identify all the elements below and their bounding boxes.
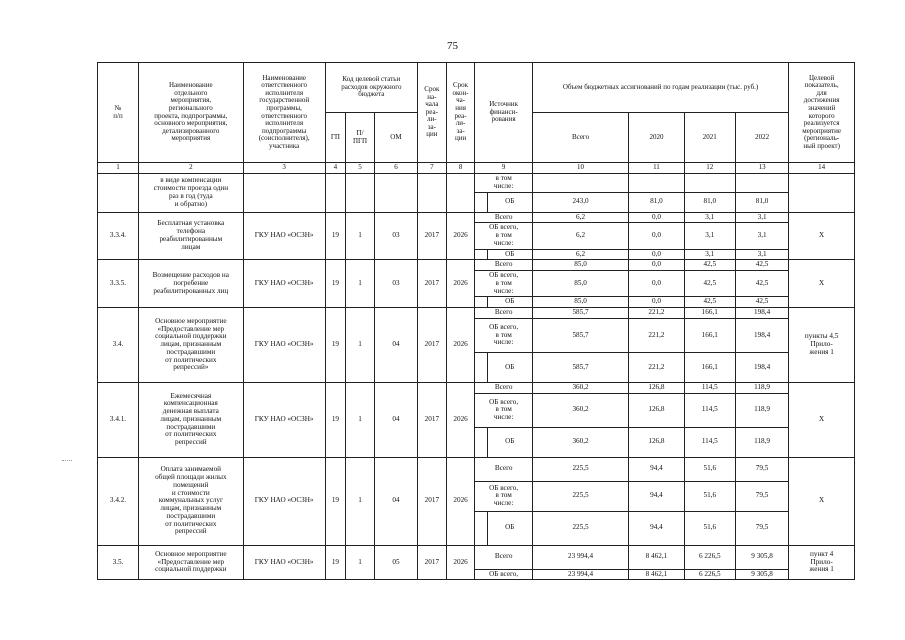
cell-target [789,174,855,213]
cell-executor: ГКУ НАО «ОСЗН» [243,308,325,383]
value-y2020: 221,2 [629,308,684,319]
cell-target: Х [789,212,855,260]
cell-source: Всего [475,308,532,319]
column-number-13: 13 [735,163,788,174]
value-total: 585,7 [532,318,628,352]
table-row [98,382,855,393]
column-number-14: 14 [789,163,855,174]
value-y2021: 3,1 [684,212,735,223]
cell-pp: 1 [346,260,375,308]
cell-end: 2026 [446,545,475,580]
value-y2022: 3,1 [735,223,788,249]
cell-source: ОБ [487,192,532,212]
cell-executor: ГКУ НАО «ОСЗН» [243,212,325,260]
header-name: Наименование отдельного мероприятия, регионального проекта, подпрограммы, основного мероприятия, детализированного мероприятия [139,63,244,163]
value-y2021: 114,5 [684,427,735,457]
value-y2021: 6 226,5 [684,545,735,569]
header-target: Целевой показатель, для достижения значений которого реализуется мероприятие (региональ- ный проект) [789,63,855,163]
value-y2020: 94,4 [629,457,684,481]
table-row [98,545,855,569]
header-2021: 2021 [684,113,735,163]
cell-num: 3.3.4. [98,212,139,260]
cell-gp: 19 [325,545,346,580]
cell-num: 3.4. [98,308,139,383]
value-y2020: 81,0 [629,192,684,212]
cell-start: 2017 [417,212,446,260]
header-ppgp: П/ ПГП [346,113,375,163]
value-y2020: 126,8 [629,393,684,427]
value-y2022: 79,5 [735,511,788,545]
cell-indent [475,297,487,308]
value-y2022: 81,0 [735,192,788,212]
cell-num: 3.5. [98,545,139,580]
value-y2021: 42,5 [684,260,735,271]
value-y2022: 118,9 [735,393,788,427]
cell-source: ОБ [487,249,532,260]
cell-end: 2026 [446,212,475,260]
table-row [98,174,855,193]
value-y2022: 42,5 [735,260,788,271]
value-y2022: 79,5 [735,481,788,511]
header-code-group: Код целевой статьи расходов окружного бюджета [325,63,417,113]
cell-om: 03 [374,260,417,308]
cell-source: ОБ [487,511,532,545]
value-y2022: 198,4 [735,318,788,352]
cell-source: ОБ [487,352,532,382]
value-total: 225,5 [532,457,628,481]
cell-source: ОБ всего, в том числе: [475,271,532,297]
cell-gp: 19 [325,308,346,383]
cell-om: 04 [374,382,417,457]
value-y2021: 114,5 [684,382,735,393]
value-total: 360,2 [532,382,628,393]
header-2020: 2020 [629,113,684,163]
cell-gp: 19 [325,457,346,545]
cell-num: 3.3.5. [98,260,139,308]
value-total: 6,2 [532,249,628,260]
cell-num [98,174,139,213]
cell-om: 05 [374,545,417,580]
cell-empty [684,174,735,193]
value-total: 6,2 [532,212,628,223]
value-y2021: 42,5 [684,297,735,308]
cell-source: Всего [475,260,532,271]
cell-om: 04 [374,308,417,383]
table-row [98,308,855,319]
cell-gp: 19 [325,260,346,308]
cell-executor [243,174,325,213]
cell-end: 2026 [446,260,475,308]
cell-om: 04 [374,457,417,545]
cell-name: Бесплатная установка телефона реабилитированным лицам [139,212,244,260]
value-y2021: 166,1 [684,318,735,352]
column-numbers-row [98,163,855,174]
cell-target: пункты 4,5 Прило- жения 1 [789,308,855,383]
cell-name: Основное мероприятие «Предоставление мер социальной поддержки лицам, признанным пострадавшими от политических репрессий» [139,308,244,383]
margin-mark [62,460,72,461]
header-volume-group: Объем бюджетных ассигнований по годам реализации (тыс. руб.) [532,63,788,113]
cell-source: ОБ всего, в том числе: [475,318,532,352]
value-y2021: 81,0 [684,192,735,212]
value-total: 225,5 [532,481,628,511]
value-y2022: 9 305,8 [735,569,788,580]
cell-source: Всего [475,457,532,481]
value-y2021: 51,6 [684,511,735,545]
cell-start: 2017 [417,382,446,457]
value-y2020: 8 462,1 [629,569,684,580]
value-total: 360,2 [532,427,628,457]
cell-executor: ГКУ НАО «ОСЗН» [243,382,325,457]
cell-executor: ГКУ НАО «ОСЗН» [243,545,325,580]
cell-source: ОБ всего, [475,569,532,580]
column-number-12: 12 [684,163,735,174]
cell-start: 2017 [417,545,446,580]
cell-indent [475,427,487,457]
cell-target: Х [789,260,855,308]
value-y2020: 221,2 [629,352,684,382]
value-total: 85,0 [532,260,628,271]
value-y2021: 3,1 [684,249,735,260]
cell-name: Возмещение расходов на погребение реабилитированных лиц [139,260,244,308]
value-y2022: 9 305,8 [735,545,788,569]
cell-end: 2026 [446,308,475,383]
column-number-2: 2 [139,163,244,174]
value-total: 585,7 [532,352,628,382]
cell-gp: 19 [325,212,346,260]
cell-source: ОБ всего, в том числе: [475,481,532,511]
value-total: 243,0 [532,192,628,212]
cell-indent [475,511,487,545]
value-y2021: 114,5 [684,393,735,427]
value-y2022: 42,5 [735,271,788,297]
value-y2022: 118,9 [735,427,788,457]
value-y2020: 0,0 [629,212,684,223]
cell-source: ОБ всего, в том числе: [475,223,532,249]
cell-source: Всего [475,382,532,393]
cell-target: пункт 4 Прило- жения 1 [789,545,855,580]
value-y2022: 3,1 [735,212,788,223]
value-y2020: 126,8 [629,382,684,393]
value-y2020: 126,8 [629,427,684,457]
value-y2020: 8 462,1 [629,545,684,569]
value-y2020: 0,0 [629,297,684,308]
cell-end: 2026 [446,382,475,457]
value-total: 6,2 [532,223,628,249]
cell-indent [475,352,487,382]
cell-om: 03 [374,212,417,260]
header-source: Источник финанси- рования [475,63,532,163]
header-2022: 2022 [735,113,788,163]
value-total: 23 994,4 [532,545,628,569]
header-start: Срок на- чала реа- ли- за- ции [417,63,446,163]
cell-source: Всего [475,212,532,223]
value-y2020: 94,4 [629,481,684,511]
value-y2021: 51,6 [684,457,735,481]
cell-pp: 1 [346,308,375,383]
cell-end: 2026 [446,457,475,545]
value-total: 225,5 [532,511,628,545]
cell-source: ОБ [487,427,532,457]
value-y2020: 94,4 [629,511,684,545]
value-total: 360,2 [532,393,628,427]
table-row [98,260,855,271]
cell-empty [325,174,346,213]
cell-empty [446,174,475,213]
value-y2021: 166,1 [684,352,735,382]
header-end: Срок окон- ча- ния реа- ли- за- ции [446,63,475,163]
value-y2020: 0,0 [629,223,684,249]
table-row [98,212,855,223]
cell-pp: 1 [346,545,375,580]
cell-pp: 1 [346,382,375,457]
value-y2022: 3,1 [735,249,788,260]
cell-empty [374,174,417,213]
column-number-4: 4 [325,163,346,174]
cell-target: Х [789,382,855,457]
cell-name: Основное мероприятие «Предоставление мер социальной поддержки [139,545,244,580]
value-y2022: 198,4 [735,352,788,382]
cell-source: ОБ [487,297,532,308]
column-number-7: 7 [417,163,446,174]
column-number-11: 11 [629,163,684,174]
column-number-1: 1 [98,163,139,174]
header-num: № п/п [98,63,139,163]
cell-executor: ГКУ НАО «ОСЗН» [243,457,325,545]
value-total: 585,7 [532,308,628,319]
header-om: ОМ [374,113,417,163]
cell-indent [475,192,487,212]
header-gp: ГП [325,113,346,163]
cell-empty [532,174,628,193]
cell-empty [735,174,788,193]
column-number-10: 10 [532,163,628,174]
value-y2022: 79,5 [735,457,788,481]
value-total: 85,0 [532,297,628,308]
cell-pp: 1 [346,212,375,260]
value-y2022: 42,5 [735,297,788,308]
value-y2020: 0,0 [629,271,684,297]
cell-name: в виде компенсации стоимости проезда один раз в год (туда и обратно) [139,174,244,213]
value-y2022: 118,9 [735,382,788,393]
cell-name: Ежемесячная компенсационная денежная выплата лицам, признанным пострадавшими от политических репрессий [139,382,244,457]
cell-gp: 19 [325,382,346,457]
table-row [98,457,855,481]
header-executor: Наименование ответственного исполнителя государственной программы, ответственного исполнителя подпрограммы (соисполнителя), участника [243,63,325,163]
value-total: 85,0 [532,271,628,297]
value-y2020: 221,2 [629,318,684,352]
cell-indent [475,249,487,260]
cell-source: в том числе: [475,174,532,193]
cell-empty [629,174,684,193]
cell-num: 3.4.2. [98,457,139,545]
budget-table [97,62,855,580]
column-number-5: 5 [346,163,375,174]
column-number-9: 9 [475,163,532,174]
cell-source: ОБ всего, в том числе: [475,393,532,427]
cell-executor: ГКУ НАО «ОСЗН» [243,260,325,308]
cell-source: Всего [475,545,532,569]
cell-pp: 1 [346,457,375,545]
value-y2022: 198,4 [735,308,788,319]
column-number-6: 6 [374,163,417,174]
cell-empty [417,174,446,213]
value-y2021: 6 226,5 [684,569,735,580]
cell-name: Оплата занимаемой общей площади жилых помещений и стоимости коммунальных услуг лицам, признанным пострадавшими от политических репрессий [139,457,244,545]
value-y2021: 42,5 [684,271,735,297]
cell-start: 2017 [417,260,446,308]
cell-empty [346,174,375,213]
column-number-8: 8 [446,163,475,174]
value-y2021: 3,1 [684,223,735,249]
cell-start: 2017 [417,457,446,545]
value-y2021: 51,6 [684,481,735,511]
page-number: 75 [447,40,458,52]
column-number-3: 3 [243,163,325,174]
cell-start: 2017 [417,308,446,383]
header-total: Всего [532,113,628,163]
value-y2021: 166,1 [684,308,735,319]
cell-num: 3.4.1. [98,382,139,457]
cell-target: Х [789,457,855,545]
value-y2020: 0,0 [629,249,684,260]
value-y2020: 0,0 [629,260,684,271]
value-total: 23 994,4 [532,569,628,580]
